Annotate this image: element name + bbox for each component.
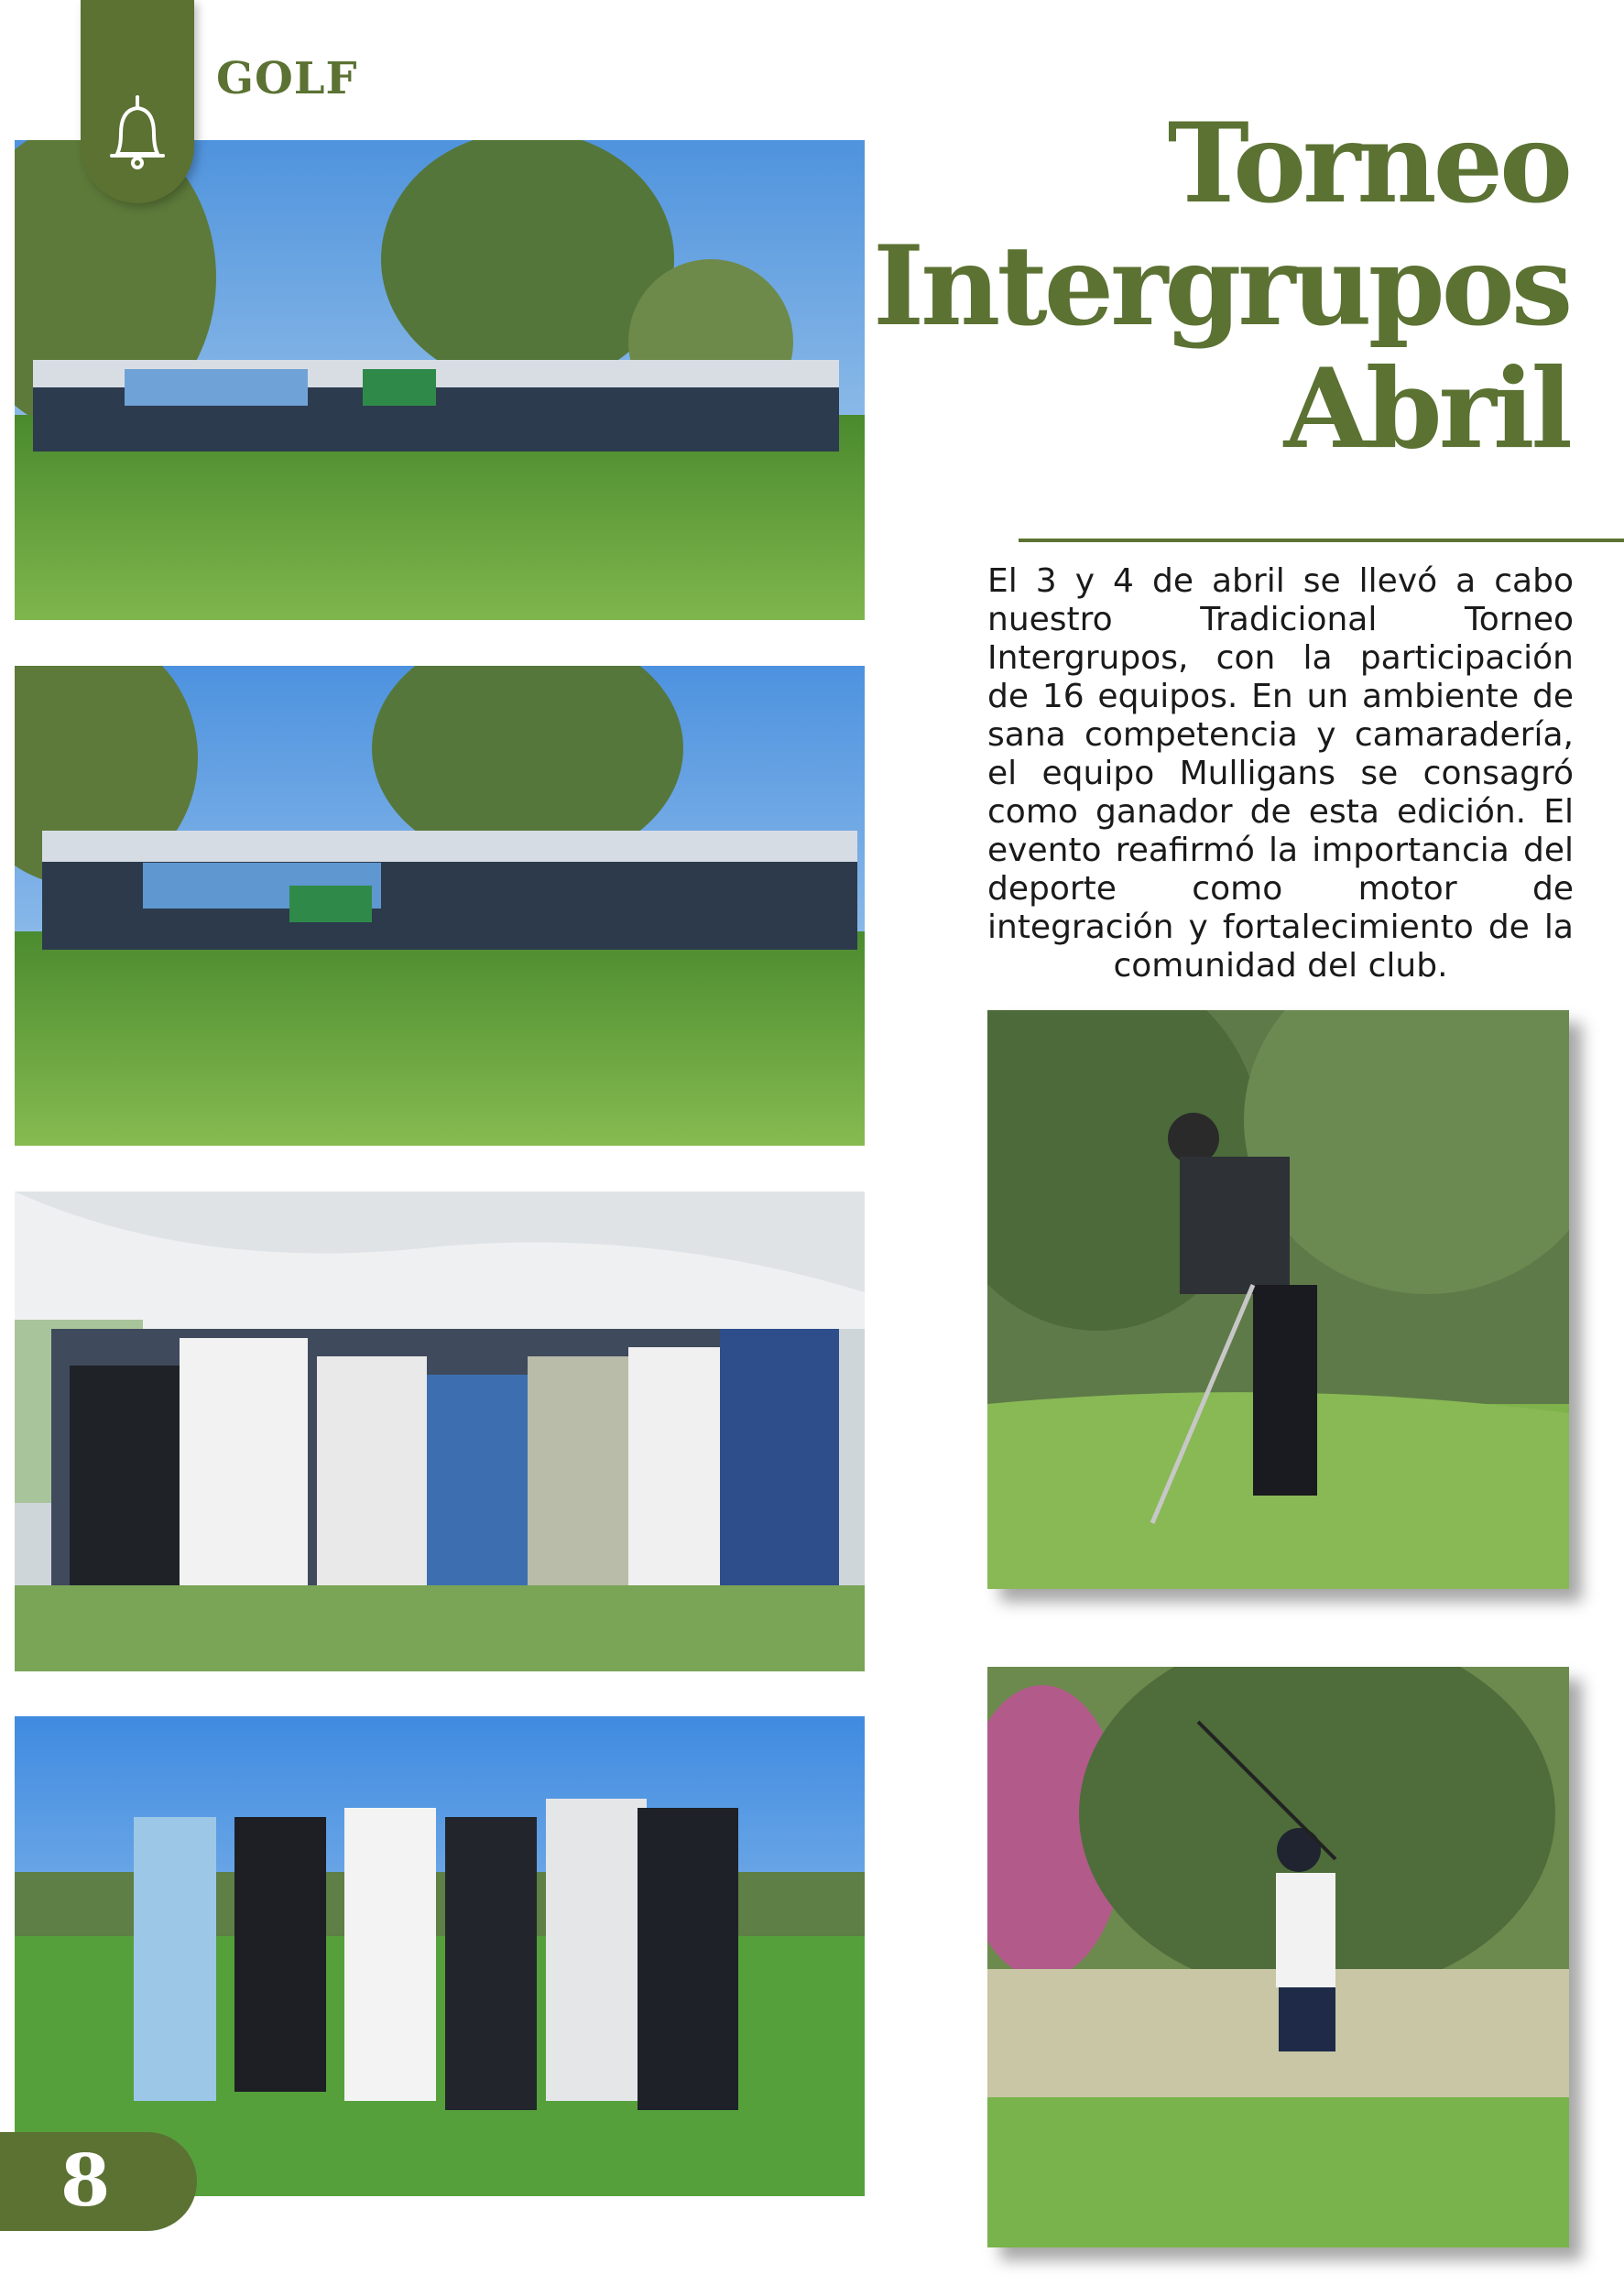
title-line-1: Torneo — [1167, 99, 1569, 228]
trophy-photo — [15, 1192, 865, 1671]
driving-photo — [987, 1667, 1569, 2247]
title-line-3: Abril — [1283, 344, 1569, 473]
section-tab — [81, 0, 194, 203]
bell-icon — [101, 90, 174, 181]
article-body: El 3 y 4 de abril se llevó a cabo nuestro Tradicional Torneo Intergrupos, con la participación de 16 equipos. En un ambiente de sana competencia y camaradería, el equipo Mulligans se consagró como ganador de esta edición. El evento reafirmó la importancia del deporte como motor de integración y fortalecimiento de la comunidad del club. — [987, 562, 1574, 985]
team-photo — [15, 1716, 865, 2196]
group-photo-2 — [15, 666, 865, 1146]
title-line-2: Intergrupos — [873, 222, 1570, 351]
section-label: GOLF — [216, 53, 358, 104]
group-photo-1 — [15, 140, 865, 620]
article-title — [873, 99, 1570, 473]
putting-photo — [987, 1010, 1569, 1589]
title-divider — [1019, 539, 1624, 542]
page-number: 8 — [60, 2139, 111, 2223]
